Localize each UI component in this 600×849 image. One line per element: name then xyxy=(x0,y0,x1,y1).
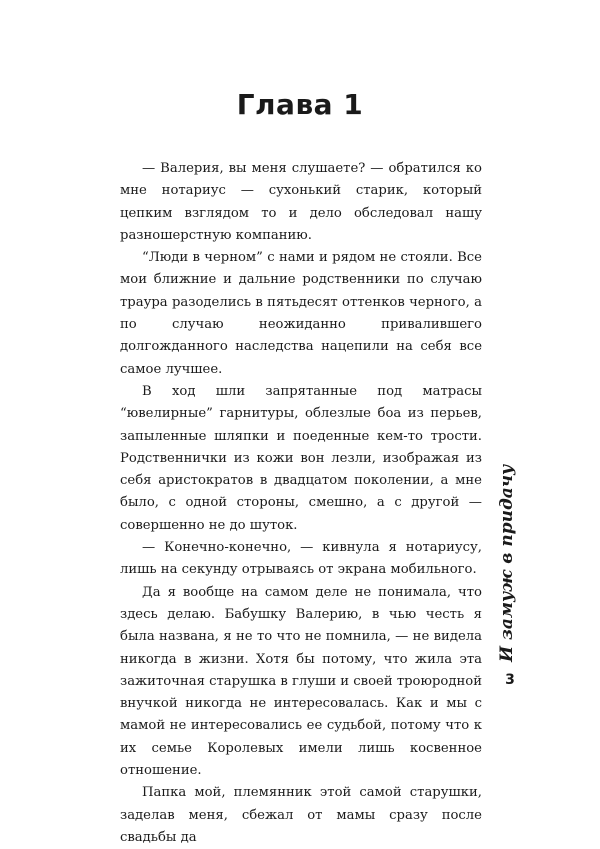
paragraph: “Люди в черном” с нами и рядом не стояли. Все мои ближние и дальние родственники по случаю траура разоделись в пятьдесят оттенков черного, а по случаю неожиданно привалившего долгожданного наследства нацепили на себя все самое лучшее. xyxy=(120,250,482,377)
running-title: И замуж в придачу xyxy=(497,464,517,662)
page-number: 3 xyxy=(505,672,515,688)
paragraph: — Конечно-конечно, — кивнула я нотариусу, лишь на секунду отрываясь от экрана мобильного. xyxy=(120,540,482,578)
chapter-title: Глава 1 xyxy=(236,88,364,121)
paragraph: Да я вообще на самом деле не понимала, что здесь делаю. Бабушку Валерию, в чью честь я была названа, я не то что не помнила, — не видела никогда в жизни. Хотя бы потому, что жила эта зажиточная старушка в глуши и своей троюродной внучкой никогда не интересовалась. Как и мы с мамой не интересовались ее судьбой, потому что к их семье Королевых имели лишь косвенное отношение. xyxy=(120,584,482,779)
body-text xyxy=(120,158,482,849)
paragraph: — Валерия, вы меня слушаете? — обратился ко мне нотариус — сухонький старик, который цепким взглядом то и дело обследовал нашу разношерстную компанию. xyxy=(120,161,482,243)
paragraph: Папка мой, племянник этой самой старушки, заделав меня, сбежал от мамы сразу после свадьбы да xyxy=(120,785,482,845)
paragraph: В ход шли запрятанные под матрасы “ювелирные” гарнитуры, облезлые боа из перьев, запыленные шляпки и поеденные кем-то трости. Родственнички из кожи вон лезли, изображая из себя аристократов в двадцатом поколении, а мне было, с одной стороны, смешно, а с другой — совершенно не до шуток. xyxy=(120,383,482,533)
